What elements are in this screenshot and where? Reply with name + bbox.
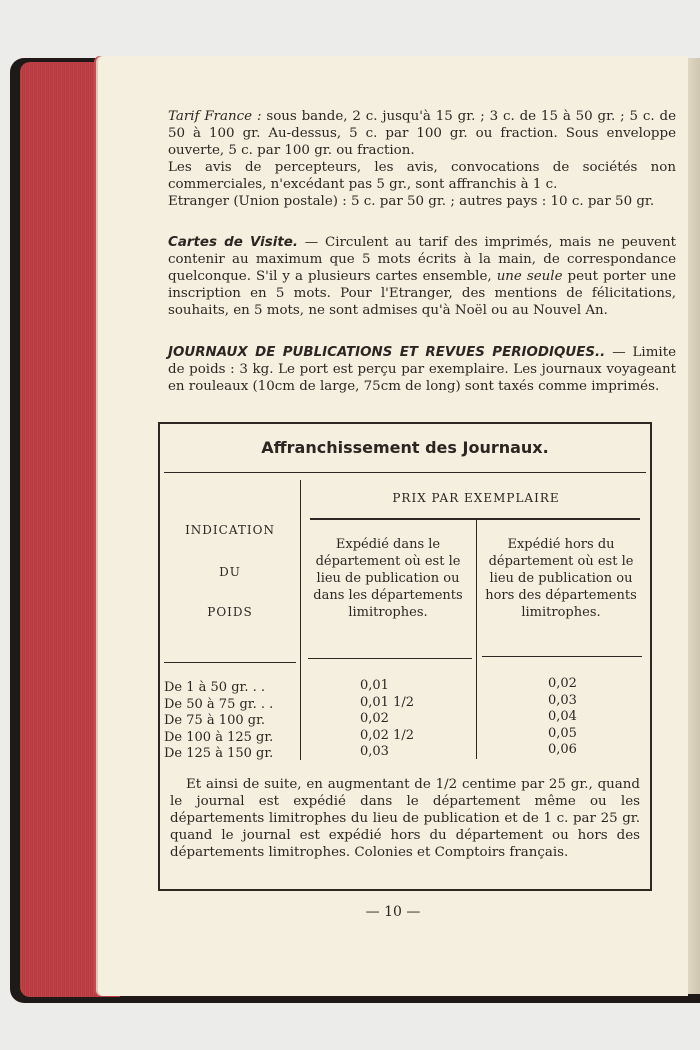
table-row-label: De 125 à 150 gr.	[164, 746, 274, 761]
table-cell: 0,05	[548, 725, 577, 741]
table-footnote: Et ainsi de suite, en augmentant de 1/2 centime par 25 gr., quand le journal est expédié dans le département même ou les départements limitrophes du lieu de publication et de 1 c. par 25 gr. quand le journal est expédié hors du département ou hors des départements limitrophes. Colonies et Comptoirs français.	[170, 777, 640, 860]
table-title: Affranchissement des Journaux.	[261, 438, 549, 457]
table-row-label: De 1 à 50 gr. . .	[164, 680, 265, 695]
title-divider	[164, 472, 646, 473]
avis-paragraph: Les avis de percepteurs, les avis, convocations de sociétés non commerciales, n'excédant pas 5 gr., sont affranchis à 1 c.	[168, 160, 676, 192]
col1-values	[360, 678, 414, 761]
tarif-france-text: sous bande, 2 c. jusqu'à 15 gr. ; 3 c. de 15 à 50 gr. ; 5 c. de 50 à 100 gr. Au-dessus, 5 c. par 100 gr. ou fraction. Sous enveloppe ouverte, 5 c. par 100 gr. ou fraction.	[168, 109, 677, 158]
column-divider-2	[476, 519, 477, 759]
prix-header: PRIX PAR EXEMPLAIRE	[392, 491, 560, 505]
table-cell: 0,03	[548, 692, 577, 708]
col1-header: Expédié dans le département où est le lieu de publication ou dans les départements limitrophes.	[313, 537, 463, 620]
column-divider-1	[300, 480, 301, 760]
table-cell: 0,01	[360, 678, 389, 693]
table-cell: 0,02	[360, 711, 389, 726]
table-row-label: De 100 à 125 gr.	[164, 729, 274, 745]
journaux-heading: JOURNAUX DE PUBLICATIONS ET REVUES PERIODIQUES..	[168, 345, 606, 360]
prix-underline	[310, 518, 640, 520]
cartes-une-seule: une seule	[496, 269, 563, 284]
table-row-label: De 50 à 75 gr. . .	[164, 696, 274, 712]
cartes-heading: Cartes de Visite.	[168, 235, 298, 250]
book-page	[98, 56, 688, 996]
journaux-text: — Limite de poids : 3 kg. Le port est perçu par exemplaire. Les journaux voyageant en rouleaux (10cm de large, 75cm de long) sont taxés comme imprimés.	[168, 345, 677, 394]
col2-values	[548, 676, 577, 759]
row-divider-mid	[308, 658, 472, 659]
page-number: — 10 —	[365, 904, 421, 920]
cartes-paragraph	[168, 234, 676, 319]
table-cell: 0,03	[360, 744, 389, 759]
row-labels	[164, 680, 299, 763]
row-divider-right	[482, 656, 642, 657]
table-cell: 0,04	[548, 709, 577, 724]
table-cell: 0,02 1/2	[360, 727, 414, 743]
tarif-paragraph	[168, 108, 676, 210]
col2-header: Expédié hors du département où est le lieu de publication ou hors des départements limitrophes.	[485, 537, 637, 620]
indication-line-3: POIDS	[207, 605, 253, 619]
indication-line-2: DU	[219, 565, 241, 579]
table-cell: 0,01 1/2	[360, 694, 414, 710]
cartes-text-2: peut porter une inscription en 5 mots. Pour l'Etranger, des mentions de félicitations, souhaits, en 5 mots, ne sont admises qu'à Noël ou au Nouvel An.	[168, 269, 677, 318]
table-cell: 0,02	[548, 676, 577, 691]
table-cell: 0,06	[548, 742, 577, 757]
row-divider-left	[164, 662, 296, 663]
tariff-table	[158, 422, 652, 891]
cartes-text-1: — Circulent au tarif des imprimés, mais ne peuvent contenir au maximum que 5 mots écrits à la main, de correspondance quelconque. S'il y a plusieurs cartes ensemble,	[168, 235, 676, 284]
tarif-france-label: Tarif France :	[168, 109, 262, 124]
etranger-paragraph: Etranger (Union postale) : 5 c. par 50 gr. ; autres pays : 10 c. par 50 gr.	[168, 194, 655, 209]
indication-line-1: INDICATION	[185, 523, 275, 537]
journaux-paragraph	[168, 344, 676, 395]
table-row-label: De 75 à 100 gr.	[164, 713, 265, 728]
